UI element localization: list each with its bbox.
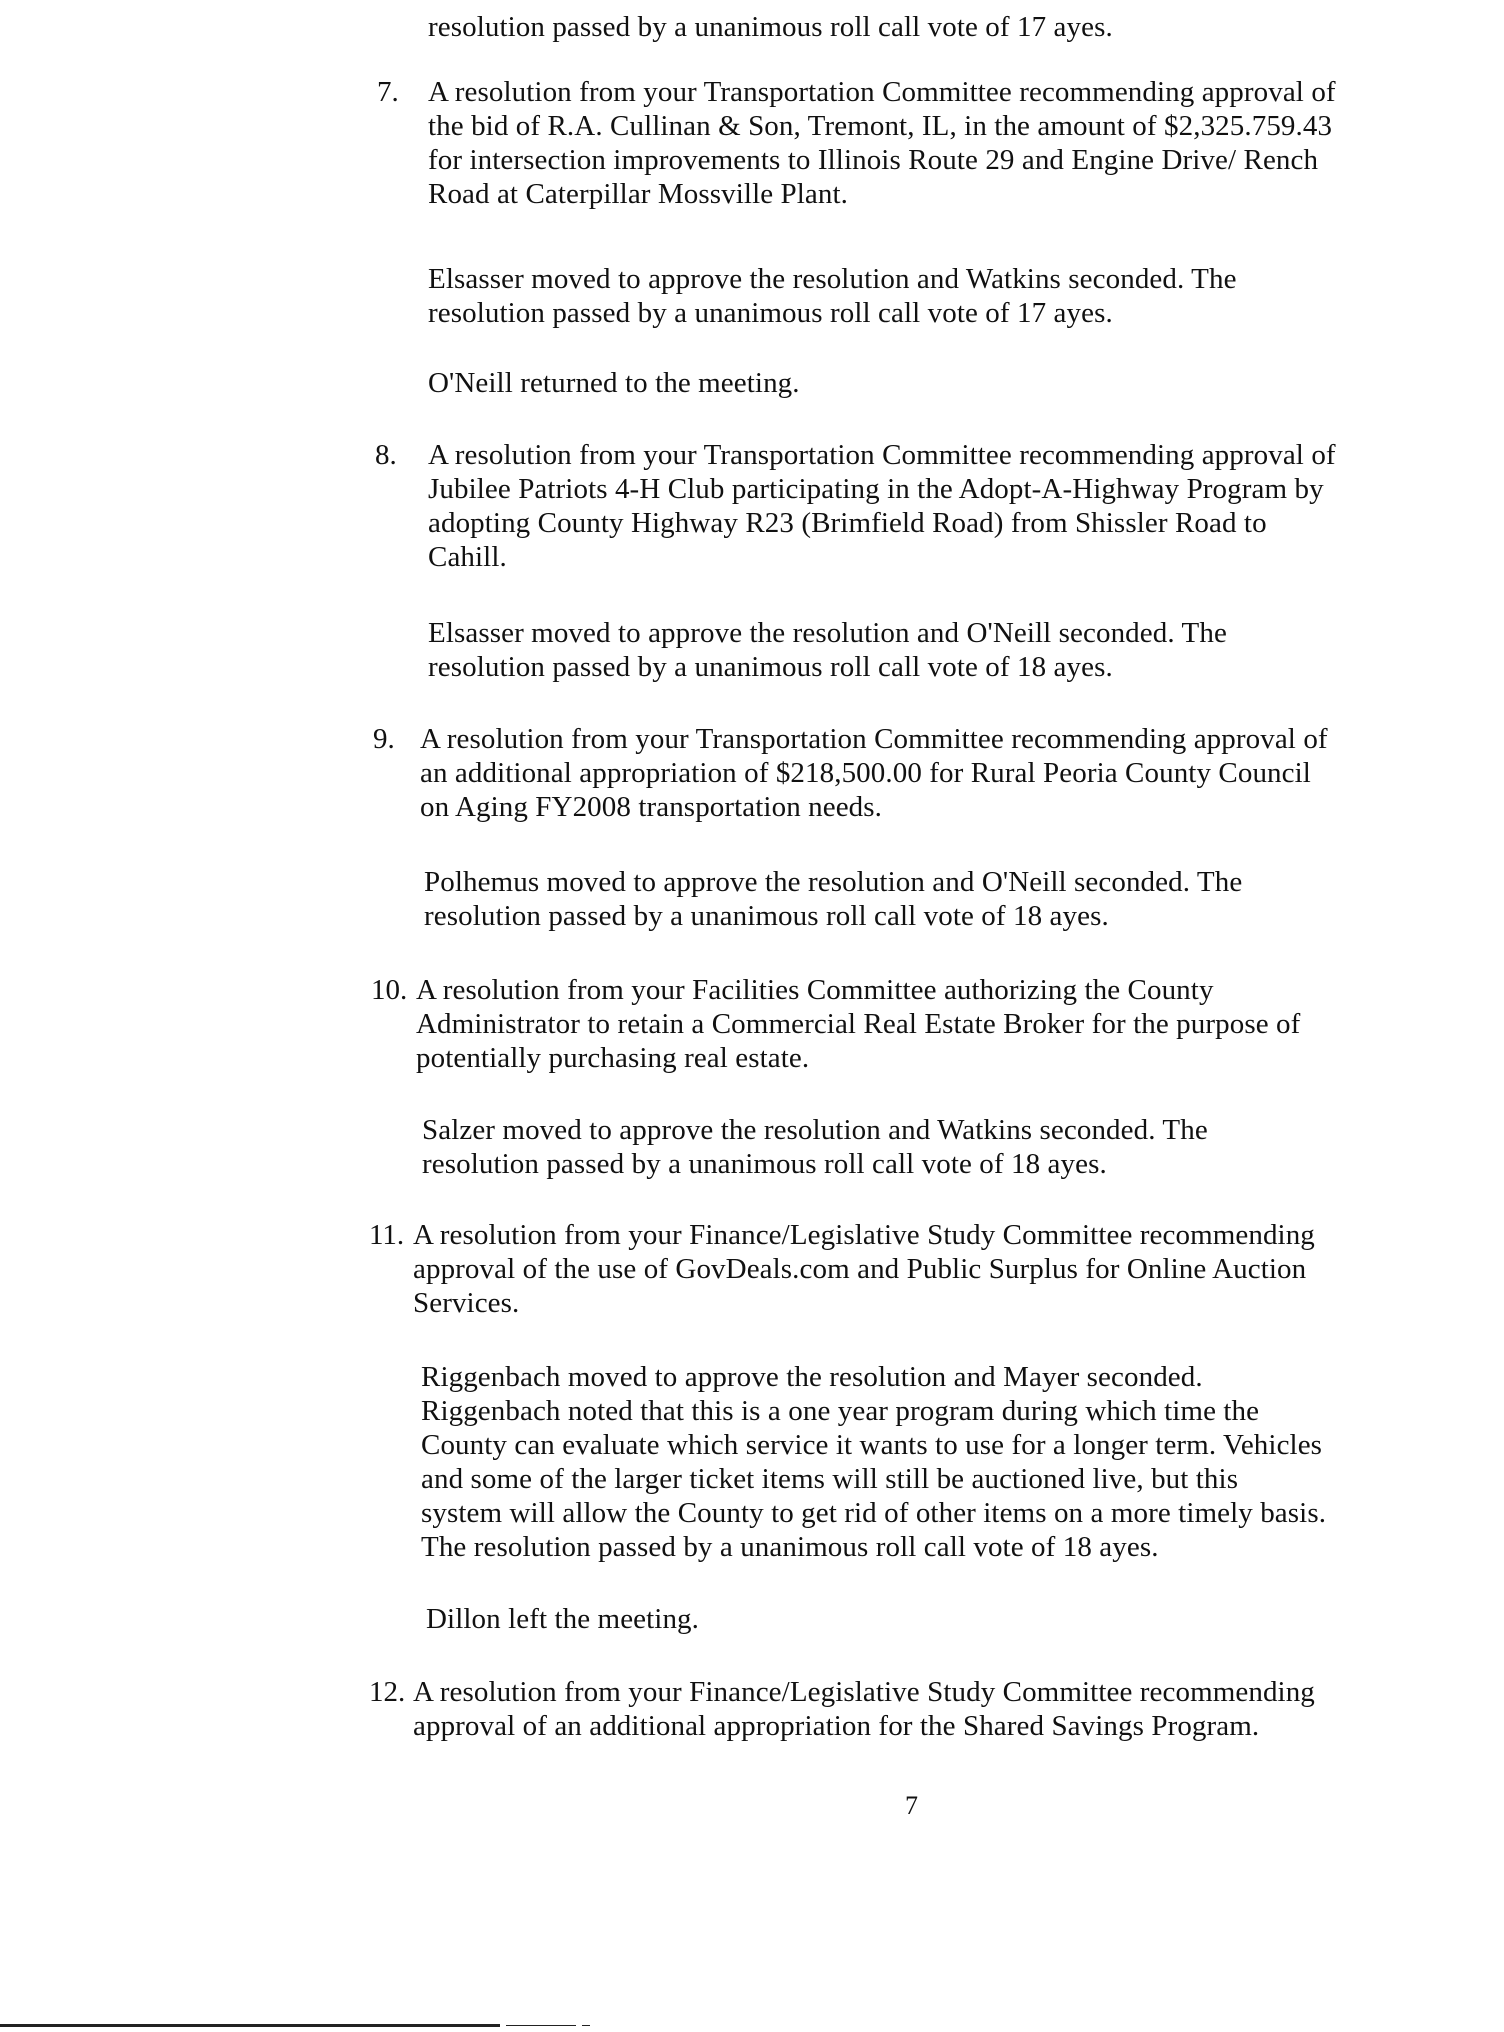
item-number-12: 12. bbox=[369, 1676, 406, 1708]
item-11-action-line-5: system will allow the County to get rid of other items on a more timely basis. bbox=[421, 1497, 1327, 1529]
item-9-action-line-1: Polhemus moved to approve the resolution and O'Neill seconded. The bbox=[424, 866, 1243, 898]
bottom-rule-right bbox=[582, 2025, 590, 2026]
item-9-body-line-1: A resolution from your Transportation Committee recommending approval of bbox=[420, 723, 1328, 755]
item-8-action-line-2: resolution passed by a unanimous roll call vote of 18 ayes. bbox=[428, 651, 1113, 683]
item-10-body-line-3: potentially purchasing real estate. bbox=[416, 1042, 810, 1074]
item-number-8: 8. bbox=[375, 439, 397, 471]
item-10-body-line-1: A resolution from your Facilities Committee authorizing the County bbox=[416, 974, 1214, 1006]
item-10-action-line-1: Salzer moved to approve the resolution and Watkins seconded. The bbox=[422, 1114, 1208, 1146]
item-7-body-line-2: the bid of R.A. Cullinan & Son, Tremont, IL, in the amount of $2,325.759.43 bbox=[428, 110, 1333, 142]
item-7-body-line-4: Road at Caterpillar Mossville Plant. bbox=[428, 178, 849, 210]
item-number-11: 11. bbox=[369, 1219, 405, 1251]
item-number-10: 10. bbox=[371, 974, 408, 1006]
item-11-body-line-1: A resolution from your Finance/Legislative Study Committee recommending bbox=[413, 1219, 1315, 1251]
page-number: 7 bbox=[905, 1791, 918, 1820]
item-number-7: 7. bbox=[377, 76, 399, 108]
item-11-body-line-2: approval of the use of GovDeals.com and Public Surplus for Online Auction bbox=[413, 1253, 1307, 1285]
item-9-body-line-2: an additional appropriation of $218,500.00 for Rural Peoria County Council bbox=[420, 757, 1311, 789]
item-12-body-line-2: approval of an additional appropriation for the Shared Savings Program. bbox=[413, 1710, 1260, 1742]
item-7-body-line-3: for intersection improvements to Illinois Route 29 and Engine Drive/ Rench bbox=[428, 144, 1319, 176]
item-7-body-line-1: A resolution from your Transportation Committee recommending approval of bbox=[428, 76, 1336, 108]
bottom-rule-middle bbox=[506, 2025, 576, 2026]
bottom-rule-left bbox=[0, 2024, 500, 2027]
item-8-body-line-4: Cahill. bbox=[428, 541, 507, 573]
item-7-note: O'Neill returned to the meeting. bbox=[428, 367, 800, 399]
item-10-action-line-2: resolution passed by a unanimous roll call vote of 18 ayes. bbox=[422, 1148, 1107, 1180]
item-11-action-line-6: The resolution passed by a unanimous roll call vote of 18 ayes. bbox=[421, 1531, 1159, 1563]
item-8-body-line-3: adopting County Highway R23 (Brimfield Road) from Shissler Road to bbox=[428, 507, 1267, 539]
item-8-body-line-2: Jubilee Patriots 4-H Club participating in the Adopt-A-Highway Program by bbox=[428, 473, 1324, 505]
item-7-action-line-1: Elsasser moved to approve the resolution and Watkins seconded. The bbox=[428, 263, 1237, 295]
item-10-body-line-2: Administrator to retain a Commercial Real Estate Broker for the purpose of bbox=[416, 1008, 1301, 1040]
item-11-action-line-2: Riggenbach noted that this is a one year program during which time the bbox=[421, 1395, 1260, 1427]
continuation-text: resolution passed by a unanimous roll call vote of 17 ayes. bbox=[428, 11, 1113, 43]
item-12-body-line-1: A resolution from your Finance/Legislative Study Committee recommending bbox=[413, 1676, 1315, 1708]
item-11-action-line-4: and some of the larger ticket items will still be auctioned live, but this bbox=[421, 1463, 1239, 1495]
item-9-body-line-3: on Aging FY2008 transportation needs. bbox=[420, 791, 883, 823]
item-8-action-line-1: Elsasser moved to approve the resolution and O'Neill seconded. The bbox=[428, 617, 1227, 649]
item-11-action-line-1: Riggenbach moved to approve the resolution and Mayer seconded. bbox=[421, 1361, 1203, 1393]
item-9-action-line-2: resolution passed by a unanimous roll call vote of 18 ayes. bbox=[424, 900, 1109, 932]
item-11-action-line-3: County can evaluate which service it wants to use for a longer term. Vehicles bbox=[421, 1429, 1323, 1461]
item-7-action-line-2: resolution passed by a unanimous roll call vote of 17 ayes. bbox=[428, 297, 1113, 329]
item-number-9: 9. bbox=[373, 723, 395, 755]
item-8-body-line-1: A resolution from your Transportation Committee recommending approval of bbox=[428, 439, 1336, 471]
item-11-body-line-3: Services. bbox=[413, 1287, 520, 1319]
item-11-note: Dillon left the meeting. bbox=[426, 1603, 700, 1635]
